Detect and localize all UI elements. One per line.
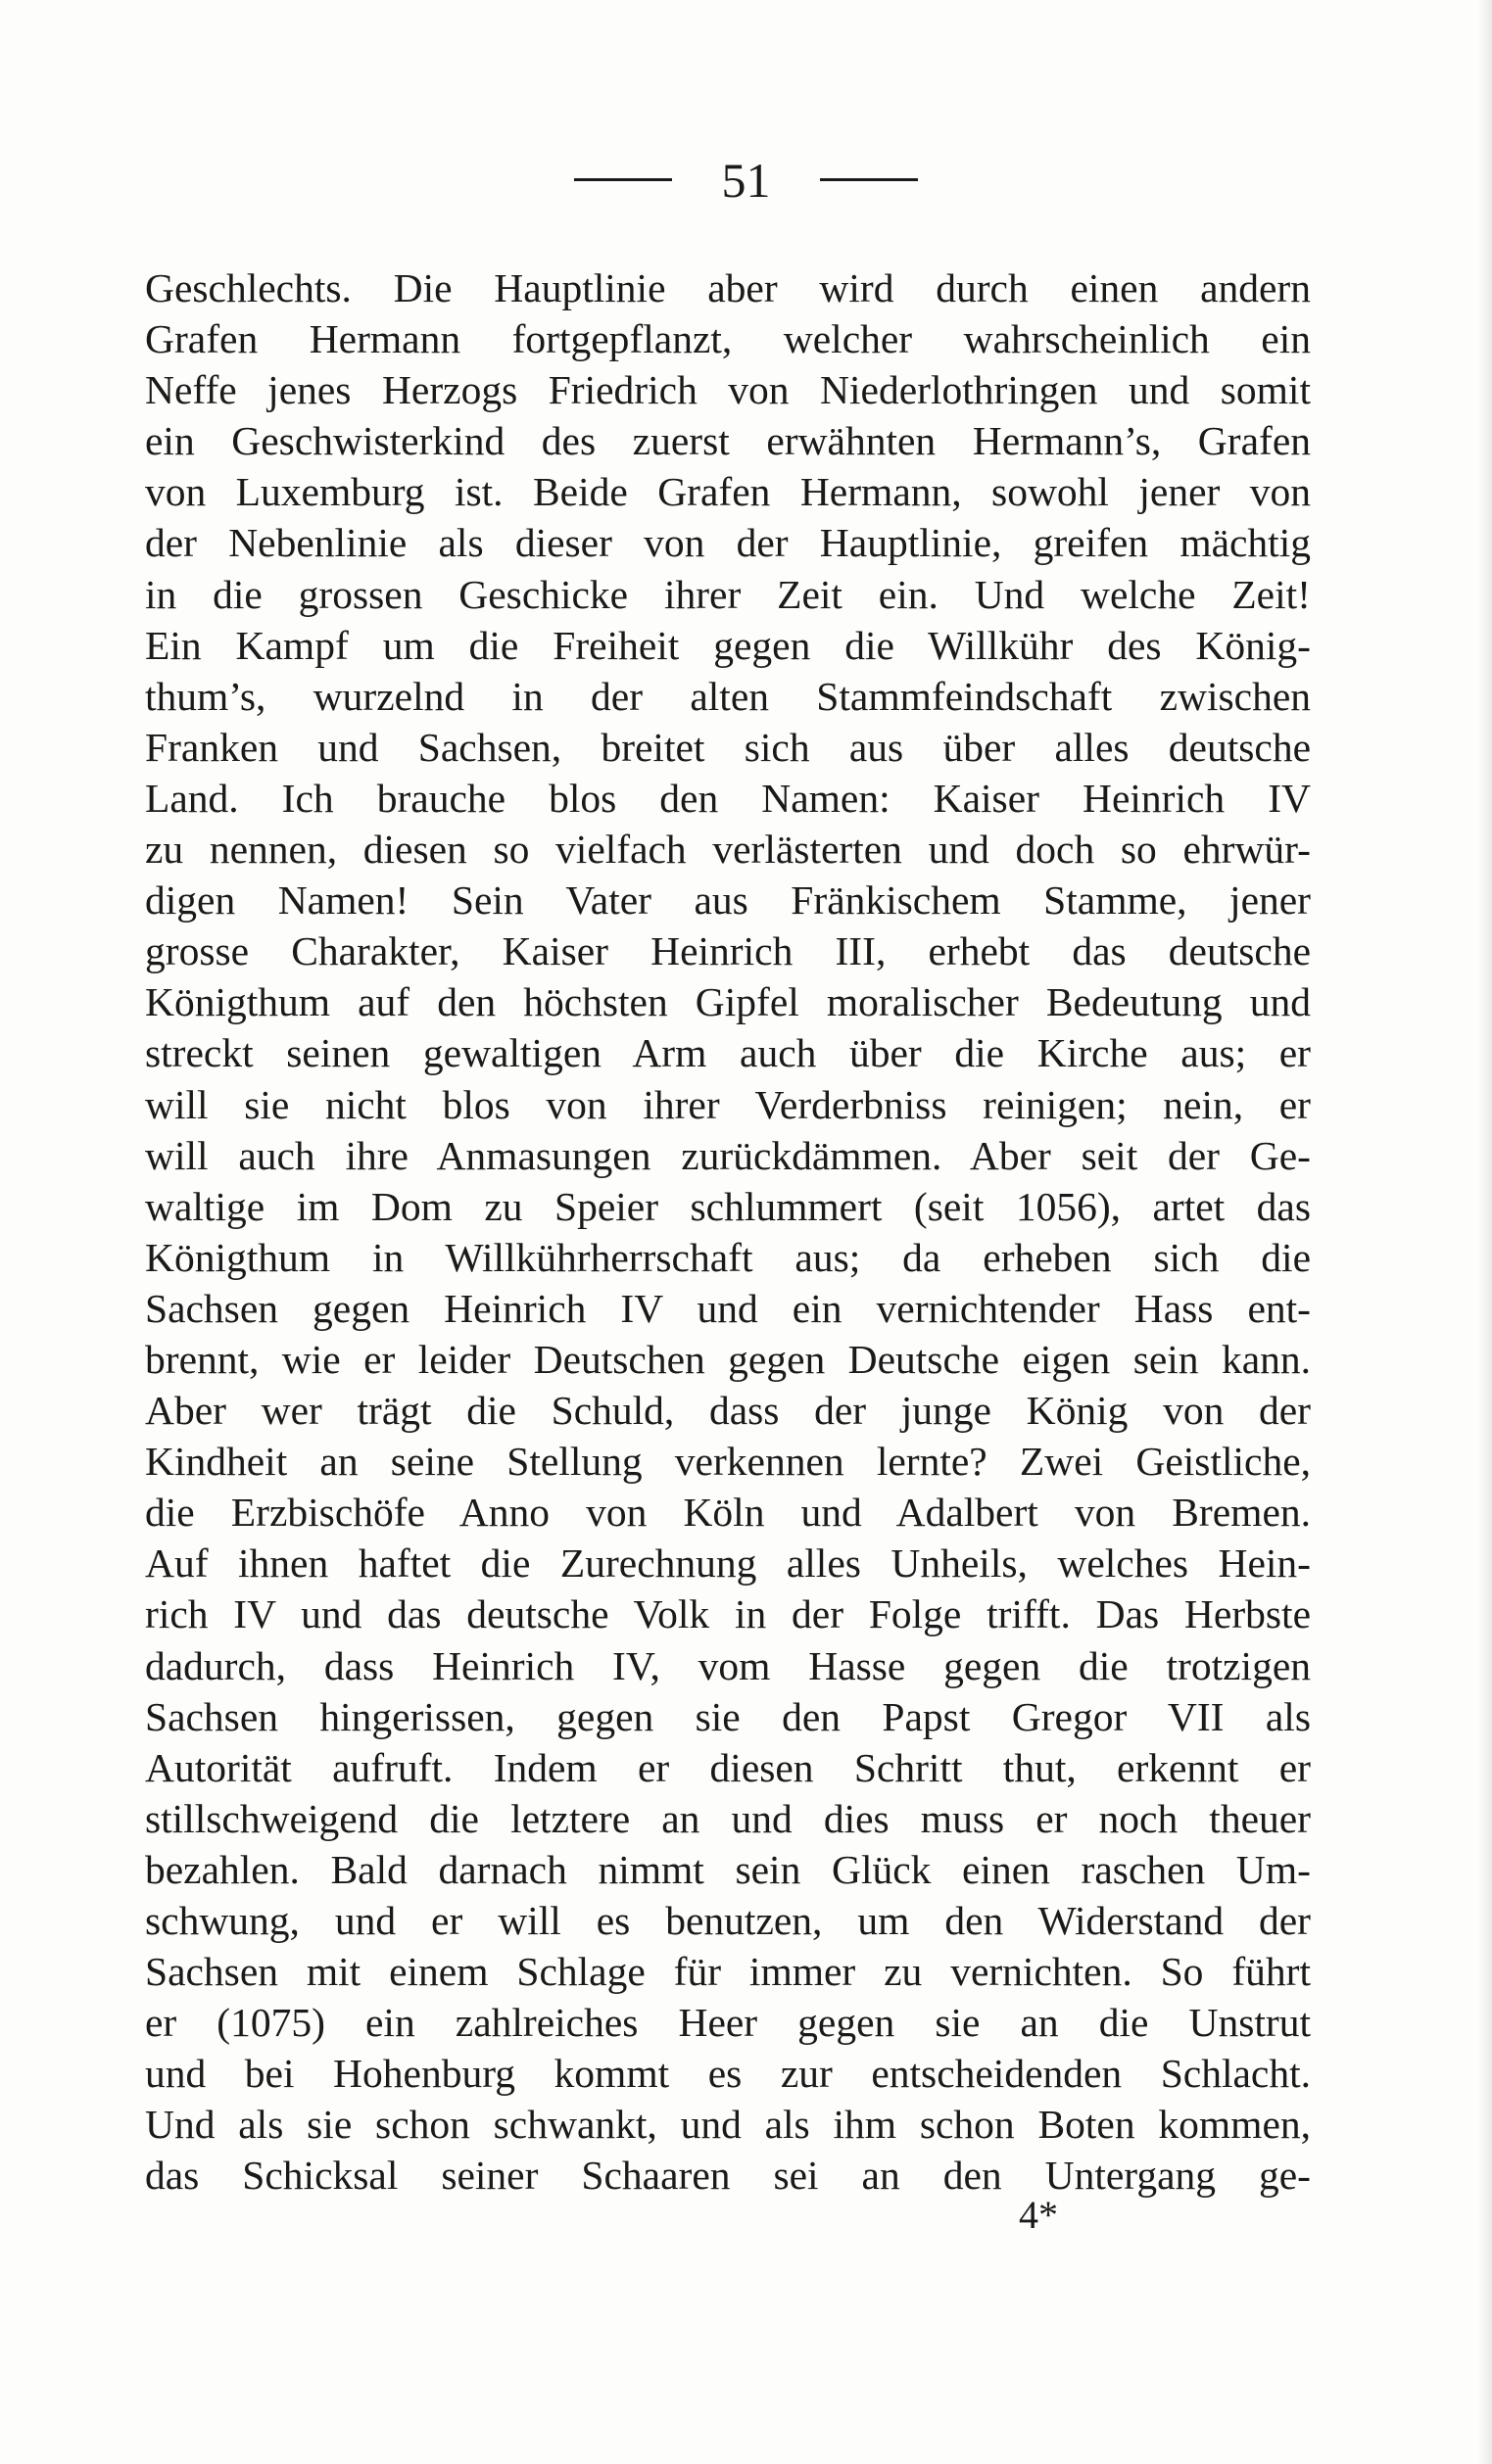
text-line: will auch ihre Anmasungen zurückdämmen. Aber seit der Ge-: [145, 1132, 1311, 1178]
text-line: in die grossen Geschicke ihrer Zeit ein. Und welche Zeit!: [145, 571, 1311, 617]
text-line: will sie nicht blos von ihrer Verderbniss reinigen; nein, er: [145, 1081, 1311, 1127]
text-line: Geschlechts. Die Hauptlinie aber wird durch einen andern: [145, 265, 1311, 310]
text-line: er (1075) ein zahlreiches Heer gegen sie an die Unstrut: [145, 2000, 1311, 2046]
text-line: waltige im Dom zu Speier schlummert (seit 1056), artet das: [145, 1183, 1311, 1229]
text-line: Königthum in Willkührherrschaft aus; da erheben sich die: [145, 1234, 1311, 1280]
text-line: schwung, und er will es benutzen, um den Widerstand der: [145, 1898, 1311, 1943]
body-text: [145, 262, 1311, 2202]
text-line: Neffe jenes Herzogs Friedrich von Niederlothringen und somit: [145, 367, 1311, 413]
header-rule-left: [574, 178, 672, 181]
text-line: Autorität aufruft. Indem er diesen Schritt thut, erkennt er: [145, 1744, 1311, 1790]
text-line: Franken und Sachsen, breitet sich aus über alles deutsche: [145, 724, 1311, 770]
text-line: brennt, wie er leider Deutschen gegen Deutsche eigen sein kann.: [145, 1336, 1311, 1382]
text-line: Sachsen mit einem Schlage für immer zu vernichten. So führt: [145, 1949, 1311, 1995]
text-line: Auf ihnen haftet die Zurechnung alles Unheils, welches Hein-: [145, 1540, 1311, 1587]
text-line: von Luxemburg ist. Beide Grafen Hermann, sowohl jener von: [145, 469, 1311, 515]
text-line: Aber wer trägt die Schuld, dass der junge König von der: [145, 1388, 1311, 1434]
text-line: rich IV und das deutsche Volk in der Folge trifft. Das Herbste: [145, 1591, 1311, 1637]
text-line: grosse Charakter, Kaiser Heinrich III, erhebt das deutsche: [145, 928, 1311, 974]
text-line: stillschweigend die letztere an und dies muss er noch theuer: [145, 1795, 1311, 1841]
text-line: das Schicksal seiner Schaaren sei an den Untergang ge-: [145, 2153, 1311, 2199]
text-line: der Nebenlinie als dieser von der Hauptlinie, greifen mächtig: [145, 520, 1311, 566]
text-line: digen Namen! Sein Vater aus Fränkischem Stamme, jener: [145, 877, 1311, 924]
text-line: und bei Hohenburg kommt es zur entscheidenden Schlacht.: [145, 2051, 1311, 2097]
text-line: Und als sie schon schwankt, und als ihm schon Boten kommen,: [145, 2102, 1311, 2148]
text-line: streckt seinen gewaltigen Arm auch über die Kirche aus; er: [145, 1030, 1311, 1076]
text-line: ein Geschwisterkind des zuerst erwähnten Hermann’s, Grafen: [145, 418, 1311, 464]
text-line: die Erzbischöfe Anno von Köln und Adalbert von Bremen.: [145, 1490, 1311, 1536]
text-line: zu nennen, diesen so vielfach verlästerten und doch so ehrwür-: [145, 827, 1311, 873]
page-number: 51: [721, 152, 771, 208]
text-line: thum’s, wurzelnd in der alten Stammfeindschaft zwischen: [145, 673, 1311, 719]
text-line: Sachsen hingerissen, gegen sie den Papst Gregor VII als: [145, 1693, 1311, 1739]
text-line: dadurch, dass Heinrich IV, vom Hasse gegen die trotzigen: [145, 1642, 1311, 1688]
text-line: Land. Ich brauche blos den Namen: Kaiser Heinrich IV: [145, 775, 1311, 821]
text-line: Kindheit an seine Stellung verkennen lernte? Zwei Geistliche,: [145, 1439, 1311, 1485]
signature-mark: 4*: [1019, 2193, 1058, 2237]
page-edge-shadow: [1478, 0, 1492, 2464]
page-header: [0, 145, 1492, 210]
text-line: Königthum auf den höchsten Gipfel moralischer Bedeutung und: [145, 979, 1311, 1025]
text-line: Grafen Hermann fortgepflanzt, welcher wahrscheinlich ein: [145, 316, 1311, 362]
text-line: Ein Kampf um die Freiheit gegen die Willkühr des König-: [145, 622, 1311, 668]
text-line: Sachsen gegen Heinrich IV und ein vernichtender Hass ent-: [145, 1285, 1311, 1331]
header-rule-right: [820, 178, 918, 181]
text-line: bezahlen. Bald darnach nimmt sein Glück einen raschen Um-: [145, 1846, 1311, 1892]
